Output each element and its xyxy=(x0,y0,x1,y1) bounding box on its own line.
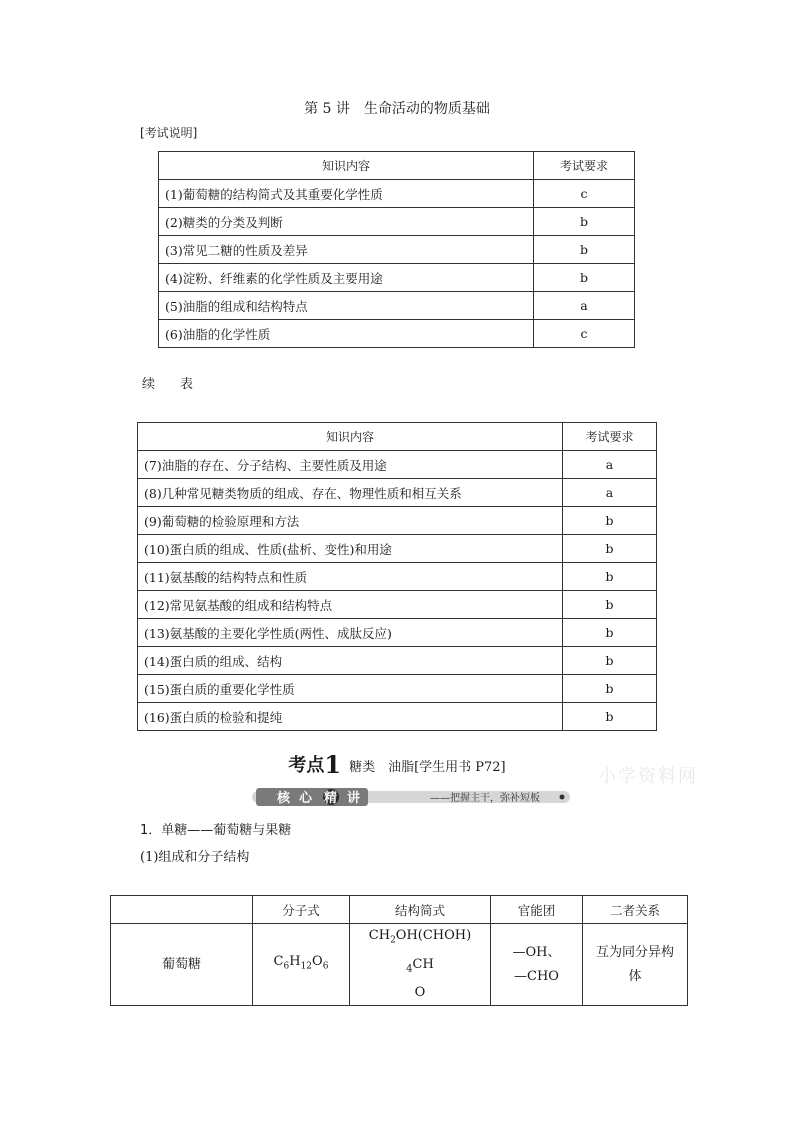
knowledge-cell: (2)糖类的分类及判断 xyxy=(159,208,534,236)
relation xyxy=(583,924,688,1006)
requirement-cell: b xyxy=(563,703,657,731)
requirement-cell: a xyxy=(563,451,657,479)
knowledge-cell: (4)淀粉、纤维素的化学性质及主要用途 xyxy=(159,264,534,292)
table-row xyxy=(159,292,635,320)
requirement-cell: b xyxy=(563,507,657,535)
knowledge-cell: (12)常见氨基酸的组成和结构特点 xyxy=(138,591,563,619)
header-relation: 二者关系 xyxy=(583,896,688,924)
requirement-cell: b xyxy=(563,619,657,647)
header-structure: 结构简式 xyxy=(350,896,491,924)
requirement-cell: a xyxy=(563,479,657,507)
header-empty xyxy=(111,896,253,924)
relation-line: 互为同分异构 xyxy=(595,944,674,960)
requirement-cell: b xyxy=(563,647,657,675)
knowledge-cell: (15)蛋白质的重要化学性质 xyxy=(138,675,563,703)
table-row xyxy=(159,320,635,348)
table-row xyxy=(138,675,657,703)
requirement-cell: b xyxy=(534,208,635,236)
banner-char: 心 xyxy=(299,791,313,806)
requirement-cell: b xyxy=(534,264,635,292)
knowledge-cell: (3)常见二糖的性质及差异 xyxy=(159,236,534,264)
table-row xyxy=(138,563,657,591)
compound-name: 葡萄糖 xyxy=(111,924,253,1006)
header-requirement: 考试要求 xyxy=(534,152,635,180)
knowledge-cell: (7)油脂的存在、分子结构、主要性质及用途 xyxy=(138,451,563,479)
kaodian-label: 考点 xyxy=(288,755,325,776)
header-formula: 分子式 xyxy=(253,896,350,924)
header-knowledge: 知识内容 xyxy=(159,152,534,180)
table-row xyxy=(138,535,657,563)
structure-formula: $CH_2OH(CHOH)$ $_4$CH O xyxy=(350,924,491,1006)
table-row xyxy=(138,507,657,535)
table-row xyxy=(138,619,657,647)
table-header-row xyxy=(111,896,688,924)
banner-char: 讲 xyxy=(347,791,361,806)
subsection-heading: (1)组成和分子结构 xyxy=(140,850,250,865)
requirement-cell: b xyxy=(563,563,657,591)
knowledge-cell: (14)蛋白质的组成、结构 xyxy=(138,647,563,675)
requirements-table-2 xyxy=(137,422,657,731)
table-row xyxy=(138,591,657,619)
page-title: 第 5 讲 生命活动的物质基础 xyxy=(304,101,490,117)
table-row xyxy=(159,264,635,292)
group-line: —OH、 xyxy=(512,944,561,960)
molecular-formula: $C_6H_{12}O_6$ xyxy=(253,924,350,1006)
knowledge-cell: (8)几种常见糖类物质的组成、存在、物理性质和相互关系 xyxy=(138,479,563,507)
table-row xyxy=(138,703,657,731)
banner-char: 核 xyxy=(277,791,291,806)
banner-char: 精 xyxy=(324,791,338,806)
table-row xyxy=(138,479,657,507)
knowledge-cell: (5)油脂的组成和结构特点 xyxy=(159,292,534,320)
knowledge-cell: (1)葡萄糖的结构简式及其重要化学性质 xyxy=(159,180,534,208)
table-row xyxy=(111,924,688,1006)
watermark: 小学资料网 xyxy=(598,766,698,787)
structure-line: O xyxy=(414,985,426,1001)
header-group: 官能团 xyxy=(491,896,583,924)
knowledge-cell: (11)氨基酸的结构特点和性质 xyxy=(138,563,563,591)
kaodian-subtitle: 糖类 油脂[学生用书 P72] xyxy=(349,760,506,775)
table-row xyxy=(138,647,657,675)
continued-label: 续 表 xyxy=(142,377,200,392)
header-knowledge: 知识内容 xyxy=(138,423,563,451)
table-header-row xyxy=(138,423,657,451)
knowledge-cell: (16)蛋白质的检验和提纯 xyxy=(138,703,563,731)
requirements-table-1 xyxy=(158,151,635,348)
requirement-cell: b xyxy=(534,236,635,264)
functional-group xyxy=(491,924,583,1006)
section-heading: 1．单糖——葡萄糖与果糖 xyxy=(140,823,292,838)
requirement-cell: b xyxy=(563,535,657,563)
exam-description-label: [考试说明] xyxy=(140,126,198,140)
relation-line: 体 xyxy=(628,968,642,984)
core-lecture-banner xyxy=(252,787,570,807)
table-row xyxy=(159,208,635,236)
table-row xyxy=(138,451,657,479)
knowledge-cell: (13)氨基酸的主要化学性质(两性、成肽反应) xyxy=(138,619,563,647)
table-header-row xyxy=(159,152,635,180)
header-requirement: 考试要求 xyxy=(563,423,657,451)
requirement-cell: b xyxy=(563,675,657,703)
requirement-cell: a xyxy=(534,292,635,320)
table-row xyxy=(159,180,635,208)
knowledge-cell: (6)油脂的化学性质 xyxy=(159,320,534,348)
knowledge-cell: (10)蛋白质的组成、性质(盐析、变性)和用途 xyxy=(138,535,563,563)
glucose-table xyxy=(110,895,688,1006)
requirement-cell: c xyxy=(534,180,635,208)
requirement-cell: c xyxy=(534,320,635,348)
kaodian-number: 1 xyxy=(324,750,342,779)
requirement-cell: b xyxy=(563,591,657,619)
banner-motto: ——把握主干，弥补短板 xyxy=(430,793,540,804)
knowledge-cell: (9)葡萄糖的检验原理和方法 xyxy=(138,507,563,535)
group-line: —CHO xyxy=(514,968,559,984)
bullet-icon xyxy=(560,795,565,800)
table-row xyxy=(159,236,635,264)
kaodian-heading xyxy=(0,750,794,779)
